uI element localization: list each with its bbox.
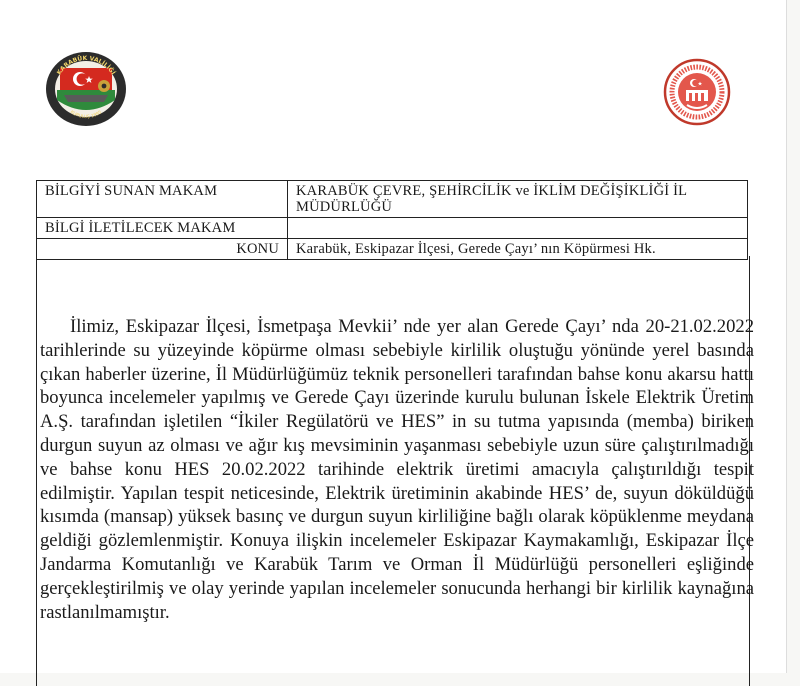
left-logo-top-text: KARABÜK VALİLİĞİ [55,54,117,77]
body-paragraph: İlimiz, Eskipazar İlçesi, İsmetpaşa Mevkii’ nde yer alan Gerede Çayı’ nda 20-21.02.2022 tarihlerinde su yüzeyinde köpürme olması sebebiyle kirlilik oluştuğu yönünde yerel basında çıkan haberler üzerine, İl Müdürlüğümüz teknik personelleri tarafından bahse konu akarsu hattı boyunca incelemeler yapılmış ve Gerede Çayı üzerinde kurulu bulunan İskele Elektrik Üretim A.Ş. tarafından işletilen “İkiler Regülatörü ve HES” in su tutma yapısında (memba) biriken durgun suyun az olması ve ağır kış mevsiminin yaşanması sebebiyle uzun süre çalıştırılmadığı ve bahse konu HES 20.02.2022 tarihinde elektrik üretimi amacıyla çalıştırıldığı tespit edilmiştir. Yapılan tespit neticesinde, Elektrik üretiminin akabinde HES’ de, suyun döküldüğü kısımda (mansap) yüksek basınç ve durgun suyun kirliliğine bağlı olarak köpüklenme meydana geldiği gözlemlenmiştir. Konuya ilişkin incelemeler Eskipazar Kaymakamlığı, Eskipazar İlçe Jandarma Komutanlığı ve Karabük Tarım ve Orman İl Müdürlüğü personelleri eşliğinde gerçekleştirilmiş ve olay yerinde yapılan incelemeler sonucunda herhangi bir kirlilik kaynağına rastlanılmamıştır. [40,316,754,623]
karabuk-valiligi-emblem-icon [44,50,128,128]
table-row-sender [37,181,748,218]
left-logo-bottom-text: KURULUŞ 1995 [68,110,104,121]
sender-label: BİLGİYİ SUNAN MAKAM [37,181,288,218]
subject-value: Karabük, Eskipazar İlçesi, Gerede Çayı’ nın Köpürmesi Hk. [288,239,748,260]
sender-value [288,181,748,218]
recipient-value [288,218,748,239]
ministry-seal-icon [663,58,731,126]
info-table [36,180,748,260]
sender-value-line1: KARABÜK ÇEVRE, ŞEHİRCİLİK ve İKLİM DEĞİŞİKLİĞİ İL [296,183,688,199]
subject-label: KONU [37,239,288,260]
table-row-recipient [37,218,748,239]
sender-value-line2: MÜDÜRLÜĞÜ [296,199,393,215]
recipient-label: BİLGİ İLETİLECEK MAKAM [37,218,288,239]
